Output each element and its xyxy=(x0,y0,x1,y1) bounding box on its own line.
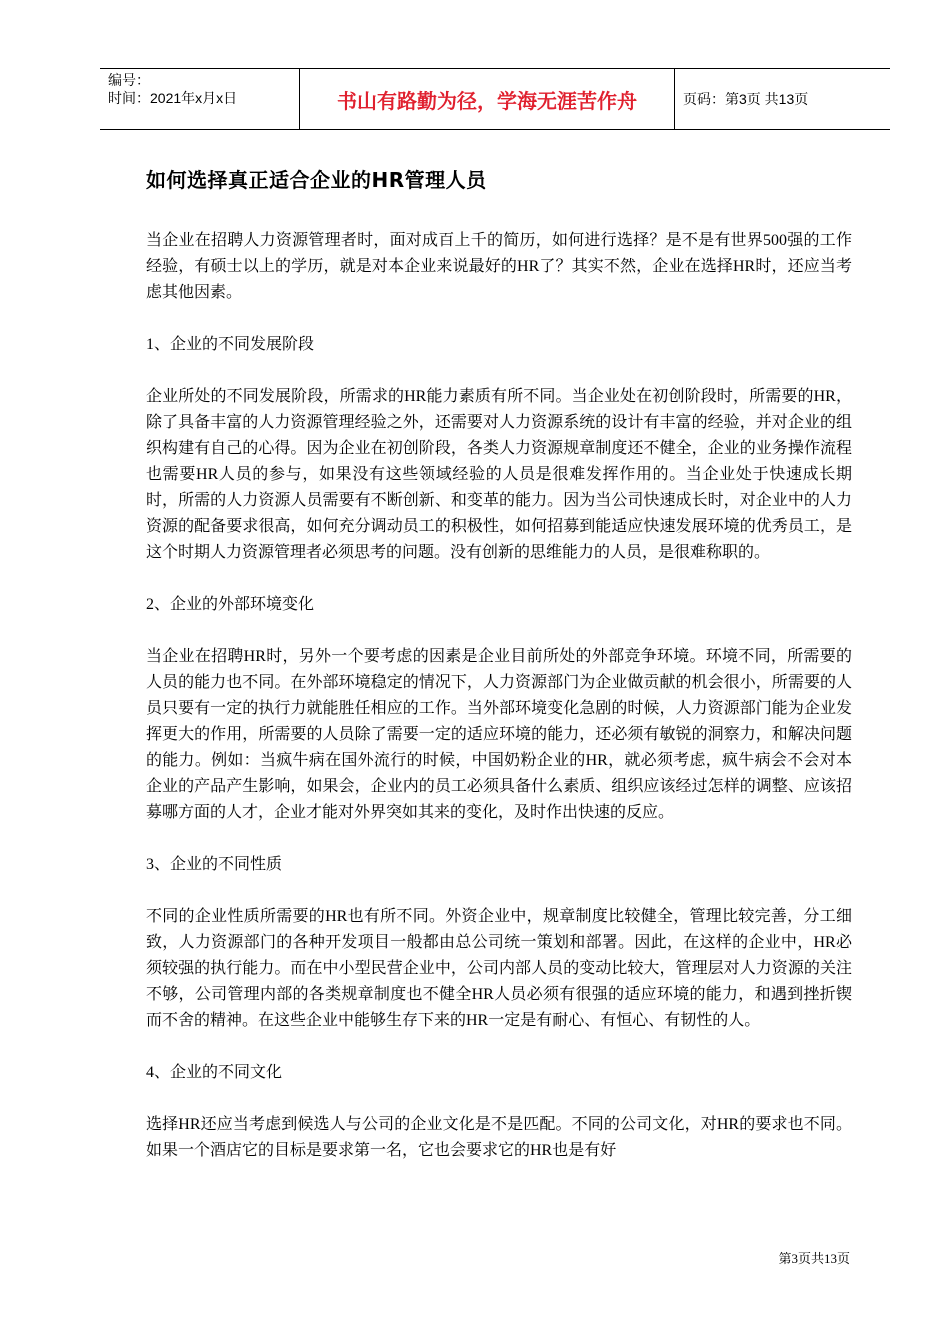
intro-paragraph: 当企业在招聘人力资源管理者时，面对成百上千的简历，如何进行选择？是不是有世界500强的工作经验，有硕士以上的学历，就是对本企业来说最好的HR了？其实不然，企业在选择HR时，还应当考虑其他因素。 xyxy=(146,232,852,301)
section-heading: 1、企业的不同发展阶段 xyxy=(146,336,315,353)
section-heading: 3、企业的不同性质 xyxy=(146,856,283,873)
document-body xyxy=(146,228,852,1190)
section-paragraph: 企业所处的不同发展阶段，所需求的HR能力素质有所不同。当企业处在初创阶段时，所需要的HR，除了具备丰富的人力资源管理经验之外，还需要对人力资源系统的设计有丰富的经验，并对企业的组织构建有自己的心得。因为企业在初创阶段，各类人力资源规章制度还不健全，企业的业务操作流程也需要HR人员的参与，如果没有这些领域经验的人员是很难发挥作用的。当企业处于快速成长期时，所需的人力资源人员需要有不断创新、和变革的能力。因为当公司快速成长时，对企业中的人力资源的配备要求很高，如何充分调动员工的积极性，如何招募到能适应快速发展环境的优秀员工，是这个时期人力资源管理者必须思考的问题。没有创新的思维能力的人员，是很难称职的。 xyxy=(146,388,852,561)
header-motto: 书山有路勤为径，学海无涯苦作舟 xyxy=(300,69,675,129)
header-page-label: 页码：第3页 共13页 xyxy=(683,91,809,107)
section-paragraph: 不同的企业性质所需要的HR也有所不同。外资企业中，规章制度比较健全，管理比较完善，分工细致，人力资源部门的各种开发项目一般都由总公司统一策划和部署。因此，在这样的企业中，HR必须较强的执行能力。而在中小型民营企业中，公司内部人员的变动比较大，管理层对人力资源的关注不够，公司管理内部的各类规章制度也不健全HR人员必须有很强的适应环境的能力，和遇到挫折锲而不舍的精神。在这些企业中能够生存下来的HR一定是有耐心、有恒心、有韧性的人。 xyxy=(146,908,852,1029)
section-paragraph: 当企业在招聘HR时，另外一个要考虑的因素是企业目前所处的外部竞争环境。环境不同，所需要的人员的能力也不同。在外部环境稳定的情况下，人力资源部门为企业做贡献的机会很小，所需要的人员只要有一定的执行力就能胜任相应的工作。当外部环境变化急剧的时候，人力资源部门能为企业发挥更大的作用，所需要的人员除了需要一定的适应环境的能力，还必须有敏锐的洞察力，和解决问题的能力。例如：当疯牛病在国外流行的时候，中国奶粉企业的HR，就必须考虑，疯牛病会不会对本企业的产品产生影响，如果会，企业内的员工必须具备什么素质、组织应该经过怎样的调整、应该招募哪方面的人才，企业才能对外界突如其来的变化，及时作出快速的反应。 xyxy=(146,648,852,821)
header-meta xyxy=(100,69,300,129)
time-label: 时间：2021年x月x日 xyxy=(108,90,238,106)
page-footer: 第3页共13页 xyxy=(778,1251,850,1266)
document-title: 如何选择真正适合企业的HR管理人员 xyxy=(146,168,487,192)
section-paragraph: 选择HR还应当考虑到候选人与公司的企业文化是不是匹配。不同的公司文化，对HR的要求也不同。如果一个酒店它的目标是要求第一名，它也会要求它的HR也是有好 xyxy=(146,1116,852,1159)
page-header xyxy=(100,68,890,130)
serial-label: 编号： xyxy=(108,72,150,88)
section-heading: 2、企业的外部环境变化 xyxy=(146,596,315,613)
section-heading: 4、企业的不同文化 xyxy=(146,1064,283,1081)
